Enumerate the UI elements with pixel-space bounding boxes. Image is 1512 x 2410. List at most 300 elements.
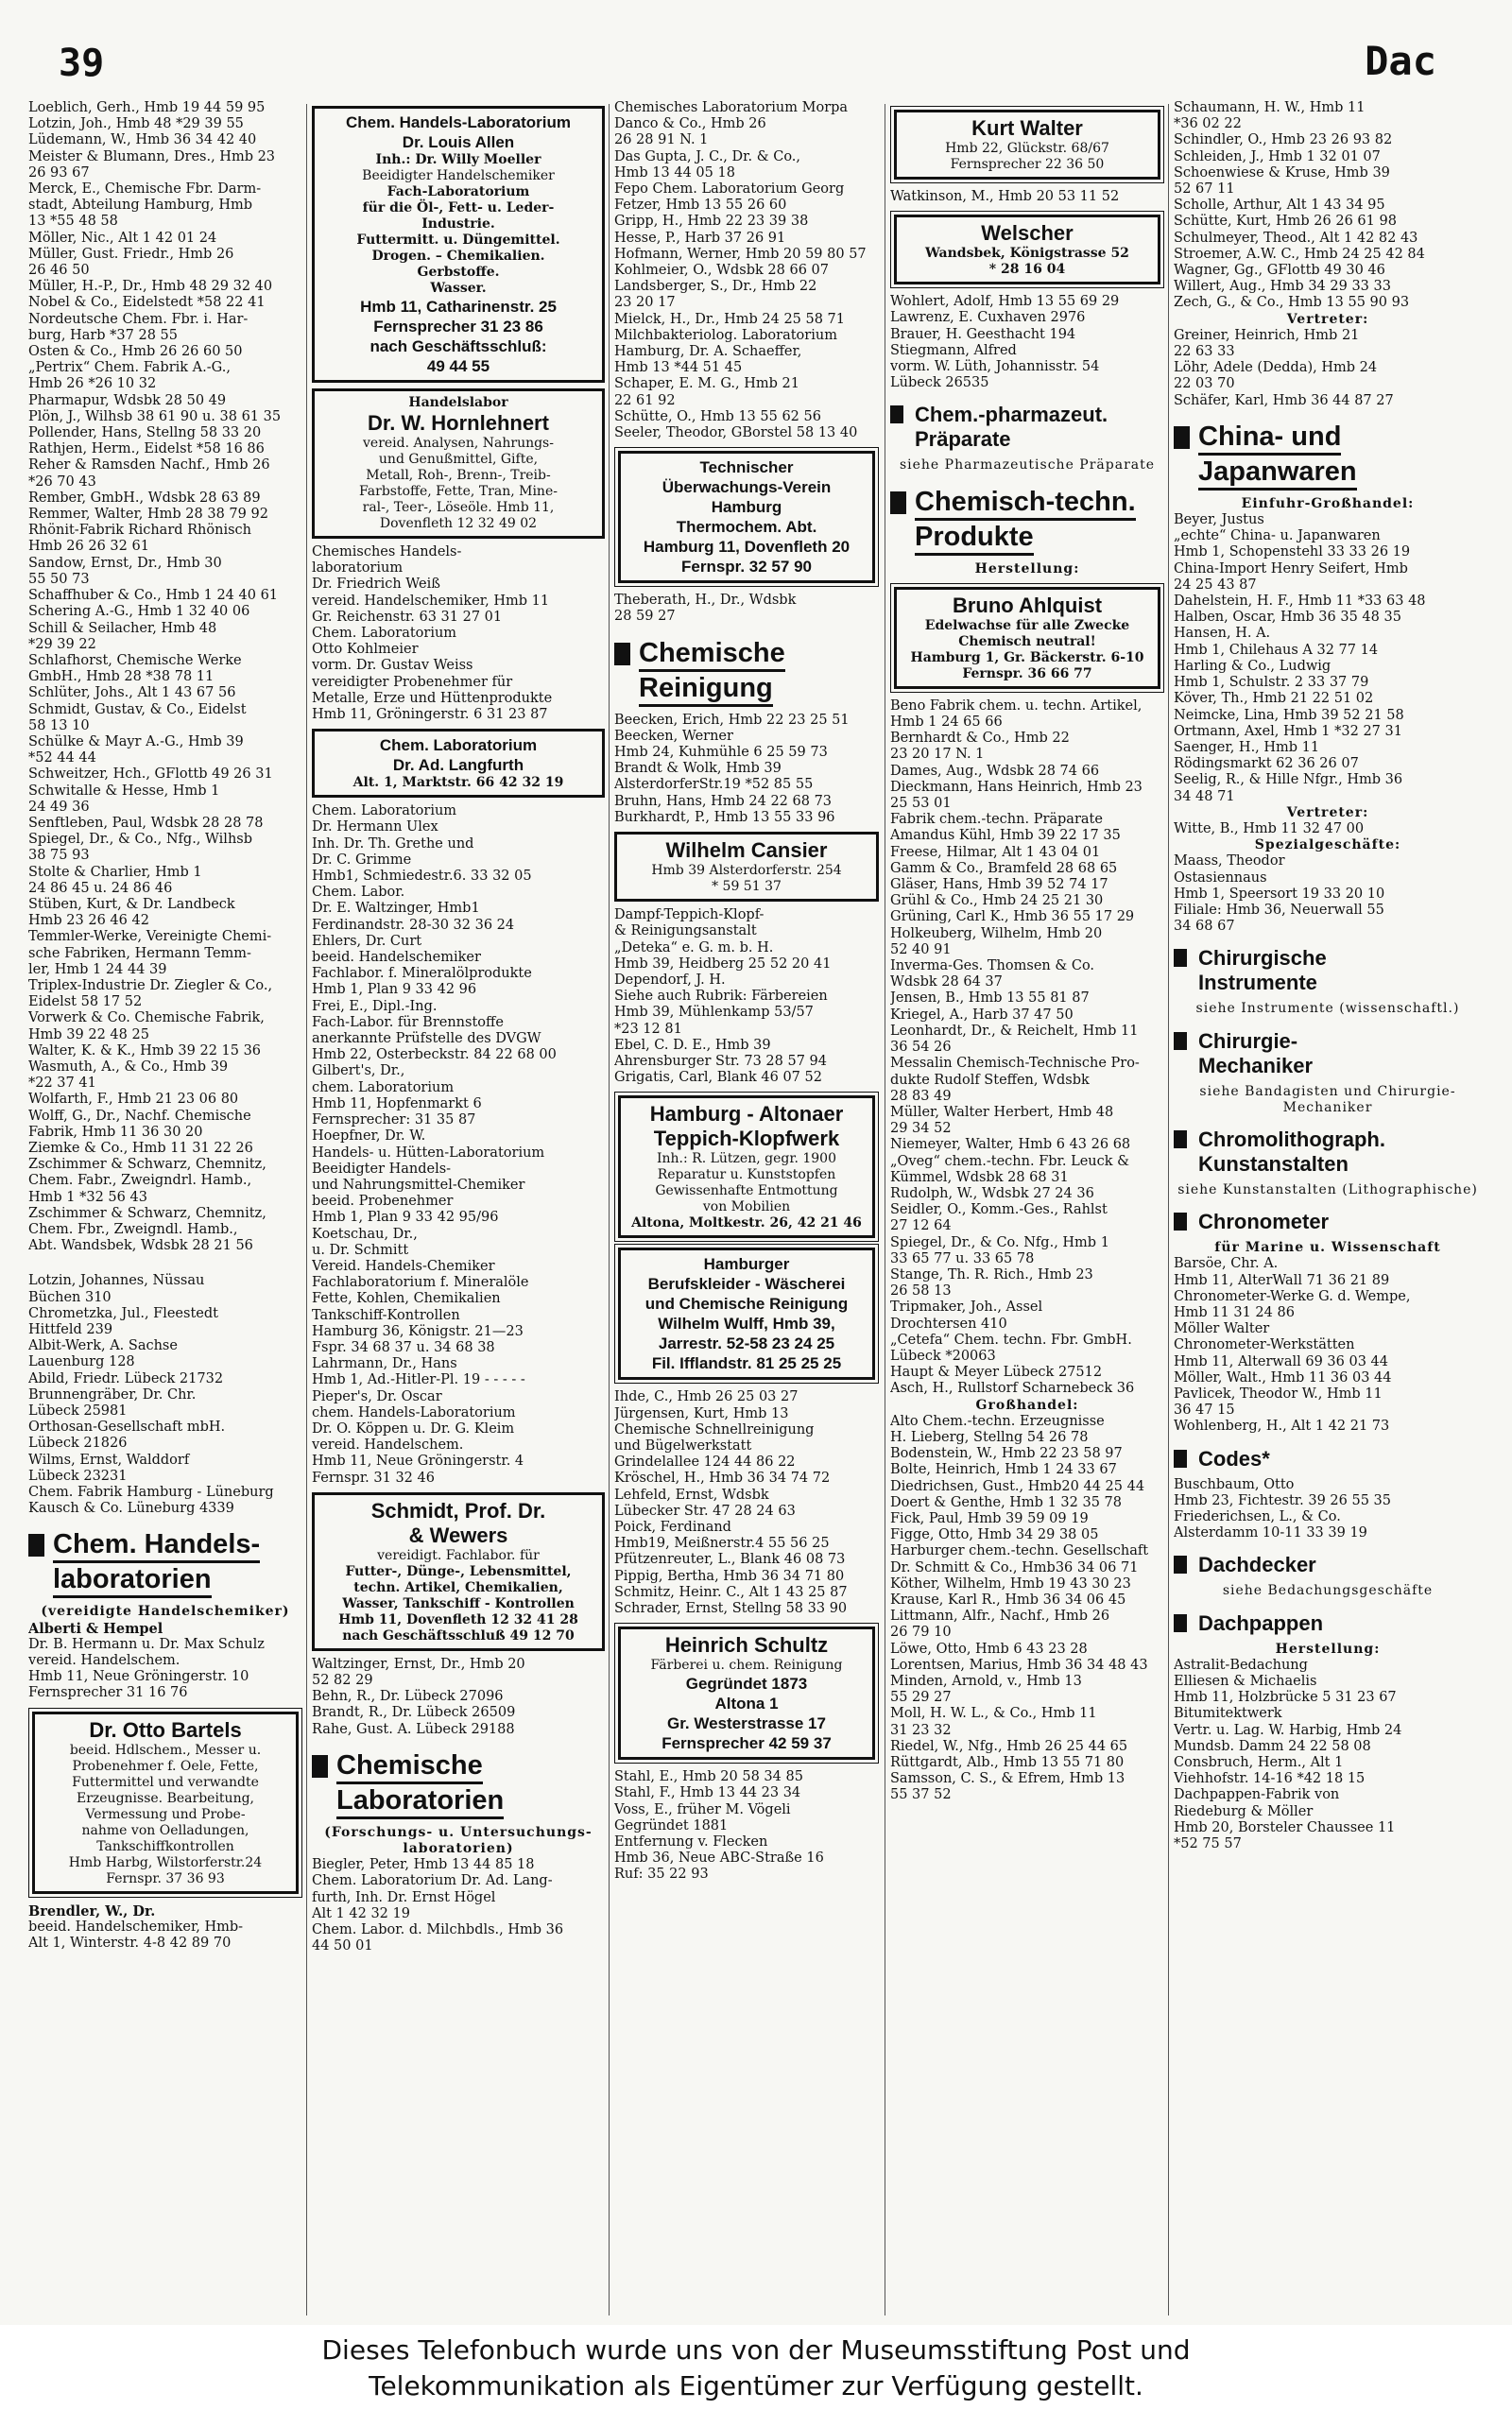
section-subheading: für Marine u. Wissenschaft: [1214, 1240, 1441, 1256]
listing-entry: Brandt, R., Dr. Lübeck 26509: [312, 1705, 516, 1721]
listing-entry: Viehhofstr. 14-16 *42 18 15: [1174, 1771, 1366, 1787]
listing-entry: 58 13 10: [28, 717, 90, 733]
listing-entry: Hittfeld 239: [28, 1322, 113, 1338]
listing-entry: Brandt & Wolk, Hmb 39: [614, 761, 782, 777]
advert-line: Fernspr. 36 66 77: [962, 665, 1092, 681]
column-rule: [1168, 104, 1169, 2315]
listing-entry: Wohlenberg, H., Alt 1 42 21 73: [1174, 1419, 1390, 1435]
advert-box-langfurth: [312, 729, 605, 798]
listing-entry: Voss, E., früher M. Vögeli: [614, 1801, 791, 1817]
listing-entry: Chem. Labor. d. Milchbdls., Hmb 36: [312, 1922, 564, 1937]
listing-entry: Möller Walter: [1174, 1321, 1270, 1337]
advert-line: Technischer: [699, 458, 794, 477]
listing-entry: Dampf-Teppich-Klopf-: [614, 907, 765, 923]
advert-box-cansier: [614, 832, 879, 902]
footer-line: Telekommunikation als Eigentümer zur Verfügung gestellt.: [369, 2370, 1143, 2401]
listing-entry: Zschimmer & Schwarz, Chemnitz,: [28, 1157, 266, 1173]
listing-entry: 33 65 77 u. 33 65 78: [890, 1250, 1035, 1266]
listing-entry: Chem. Fbr., Zweigndl. Hamb.,: [28, 1222, 238, 1238]
listing-entry: Dahelstein, H. F., Hmb 11 *33 63 48: [1174, 594, 1426, 610]
listing-entry: Lübecker Str. 47 28 24 63: [614, 1503, 796, 1519]
listing-entry: 25 53 01: [890, 796, 952, 812]
listing-group: [1174, 328, 1482, 409]
listing-entry: Chemisches Handels-: [312, 544, 462, 559]
column-3: [614, 100, 879, 2316]
listing-entry: 55 50 73: [28, 571, 90, 587]
listing-entry: burg, Harb *37 28 55: [28, 327, 178, 343]
listing-entry: Schaumann, H. W., Hmb 11: [1174, 100, 1366, 115]
listing-entry: laboratorium: [312, 560, 404, 577]
listing-entry: Frei, E., Dipl.-Ing.: [312, 998, 438, 1014]
listing-entry: 22 63 33: [1174, 344, 1235, 360]
advert-line: Chemisch neutral!: [958, 633, 1096, 649]
section-heading-line: Chirurgie-: [1198, 1028, 1298, 1053]
listing-group: [28, 100, 302, 1254]
listing-entry: Beecken, Werner: [614, 728, 733, 744]
listing-entry: 28 59 27: [614, 609, 676, 625]
listing-entry: 24 86 45 u. 24 86 46: [28, 880, 173, 896]
listing-group: [890, 1414, 1164, 1804]
listing-entry: u. Dr. Schmitt: [312, 1242, 409, 1258]
listing-entry: Chem. Laboratorium Dr. Ad. Lang-: [312, 1873, 553, 1889]
listing-entry: AlsterdorferStr.19 *52 85 55: [614, 777, 814, 793]
listing-entry: Landsberger, S., Dr., Hmb 22: [614, 279, 817, 295]
listing-entry: Alt 1, Winterstr. 4-8 42 89 70: [28, 1936, 232, 1952]
listing-entry: Inverma-Ges. Thomsen & Co.: [890, 958, 1095, 974]
listing-entry: Schlüter, Johs., Alt 1 43 67 56: [28, 685, 236, 701]
listing-entry: Tripmaker, Joh., Assel: [890, 1300, 1043, 1316]
advert-line: beeid. Hdlschem., Messer u.: [69, 1742, 262, 1758]
listing-entry: Ferdinandstr. 28-30 32 36 24: [312, 917, 515, 933]
listing-entry: Beno Fabrik chem. u. techn. Artikel,: [890, 697, 1143, 714]
running-head: Dac: [1365, 38, 1436, 84]
listing-entry: Dr. O. Köppen u. Dr. G. Kleim: [312, 1420, 515, 1437]
listing-entry: China-Import Henry Seifert, Hmb: [1174, 560, 1408, 577]
listing-entry: Lübeck *20063: [890, 1348, 996, 1364]
listing-entry: 22 61 92: [614, 392, 676, 408]
advert-line: Fach-Laboratorium: [387, 184, 530, 199]
listing-entry: Burkhardt, P., Hmb 13 55 33 96: [614, 809, 835, 825]
listing-entry: Theberath, H., Dr., Wdsbk: [614, 593, 797, 609]
listing-entry: *23 12 81: [614, 1021, 682, 1037]
listing-entry: Triplex-Industrie Dr. Ziegler & Co.,: [28, 977, 273, 993]
advert-line: Thermochem. Abt.: [676, 518, 817, 537]
advert-line: 49 44 55: [426, 357, 490, 375]
section-heading-line: China- und: [1198, 421, 1341, 456]
listing-entry: Lahrmann, Dr., Hans: [312, 1356, 457, 1372]
listing-entry: Abild, Friedr. Lübeck 21732: [28, 1370, 224, 1386]
listing-entry: Schering A.-G., Hmb 1 32 40 06: [28, 604, 250, 620]
listing-entry: Nordeutsche Chem. Fbr. i. Har-: [28, 311, 249, 327]
listing-entry: Schwitalle & Hesse, Hmb 1: [28, 783, 220, 799]
listing-entry: Scholle, Arthur, Alt 1 43 34 95: [1174, 198, 1385, 214]
listing-entry: Grüning, Carl K., Hmb 36 55 17 29: [890, 909, 1135, 925]
section-heading-line: Dachdecker: [1198, 1553, 1316, 1577]
listing-entry: Gr. Reichenstr. 63 31 27 01: [312, 609, 503, 625]
listing-entry: Hmb 13 *44 51 45: [614, 360, 743, 376]
listing-entry: Pfützenreuter, L., Blank 46 08 73: [614, 1552, 846, 1568]
listing-entry: Rödingsmarkt 62 36 26 07: [1174, 756, 1359, 772]
listing-entry: Dr. E. Waltzinger, Hmb1: [312, 901, 480, 917]
listing-entry: Riedeburg & Möller: [1174, 1803, 1314, 1819]
column-1: [28, 100, 302, 2316]
listing-entry: Hmb 23 26 46 42: [28, 913, 149, 929]
listing-entry: Ziemke & Co., Hmb 11 31 22 26: [28, 1141, 253, 1156]
listing-entry: Hmb 11, AlterWall 71 36 21 89: [1174, 1272, 1390, 1288]
listing-entry: Wolff, G., Dr., Nachf. Chemische: [28, 1108, 251, 1124]
listing-entry: Gripp, H., Hmb 22 23 39 38: [614, 214, 809, 230]
listing-entry: „Cetefa“ Chem. techn. Fbr. GmbH.: [890, 1332, 1132, 1348]
listing-group: [1174, 1477, 1482, 1542]
listing-entry: Köver, Th., Hmb 21 22 51 02: [1174, 691, 1374, 707]
listing-entry: Gamm & Co., Bramfeld 28 68 65: [890, 860, 1118, 876]
listing-group: [890, 189, 1164, 205]
listing-entry: H. Lieberg, Stellng 54 26 78: [890, 1429, 1089, 1445]
listing-entry: Dr. B. Hermann u. Dr. Max Schulz: [28, 1636, 265, 1652]
listing-entry: Orthosan-Gesellschaft mbH.: [28, 1420, 226, 1436]
listing-entry: Consbruch, Herm., Alt 1: [1174, 1755, 1344, 1771]
listing-entry: 52 67 11: [1174, 181, 1235, 198]
listing-entry: ler, Hmb 1 24 44 39: [28, 961, 167, 977]
listing-entry: Watkinson, M., Hmb 20 53 11 52: [890, 189, 1120, 204]
advert-box-ahlquist: [894, 587, 1160, 689]
advert-line: Wilhelm Cansier: [665, 838, 828, 863]
listing-entry: Entfernung v. Flecken: [614, 1833, 768, 1850]
listing-entry: Hesse, P., Harb 37 26 91: [614, 230, 786, 246]
advert-line: Dr. Louis Allen: [402, 133, 515, 151]
listing-entry: Stange, Th. R. Rich., Hmb 23: [890, 1266, 1093, 1282]
listing-entry: Amandus Kühl, Hmb 39 22 17 35: [890, 828, 1121, 844]
advert-line: Futter-, Dünge-, Lebensmittel,: [345, 1563, 572, 1579]
listing-entry: Schmidt, Gustav, & Co., Eidelst: [28, 701, 247, 717]
listing-entry: Hansen, H. A.: [1174, 626, 1271, 642]
section-subheading: Herstellung:: [1275, 1641, 1381, 1657]
listing-entry: Hamburg, Dr. A. Schaeffer,: [614, 344, 802, 360]
listing-entry: Reher & Ramsden Nachf., Hmb 26: [28, 457, 270, 473]
listing-entry: vorm. W. Lüth, Johannisstr. 54: [890, 359, 1100, 375]
listing-group: [28, 1903, 302, 1953]
advert-line: Fernsprecher 22 36 50: [950, 157, 1105, 172]
listing-group: [28, 1621, 302, 1702]
advert-line: Hamburg - Altonaer: [649, 1102, 844, 1127]
advert-line: Hmb Harbg, Wilstorferstr.24: [68, 1854, 263, 1870]
advert-line: Dovenfleth 12 32 49 02: [379, 516, 538, 531]
listing-entry: 24 49 36: [28, 799, 90, 815]
advert-line: Wandsbek, Königstrasse 52: [925, 246, 1129, 262]
listing-entry: Schill & Seilacher, Hmb 48: [28, 620, 217, 636]
listing-entry: Meister & Blumann, Dres., Hmb 23: [28, 148, 276, 164]
listing-entry: Dachpappen-Fabrik von: [1174, 1787, 1340, 1803]
section-subheading: siehe Kunstanstalten (Lithographische): [1177, 1181, 1478, 1197]
listing-entry: Hmb 26 26 32 61: [28, 539, 149, 555]
listing-group: [1174, 100, 1482, 312]
advert-line: Wasser.: [430, 281, 487, 296]
listing-entry: vereid. Handelschem.: [28, 1653, 180, 1669]
listing-entry: Ahrensburger Str. 73 28 57 94: [614, 1053, 828, 1069]
section-heading-line: Chronometer: [1198, 1210, 1330, 1234]
listing-group: [28, 1273, 302, 1517]
section-heading: [1174, 1029, 1482, 1078]
listing-entry: Schleiden, J., Hmb 1 32 01 07: [1174, 148, 1381, 164]
listing-entry: beeid. Handelschemiker, Hmb-: [28, 1919, 244, 1935]
listing-entry: Albit-Werk, A. Sachse: [28, 1338, 178, 1354]
advert-line: Wilhelm Wulff, Hmb 39,: [658, 1315, 835, 1334]
listing-entry: Krause, Karl R., Hmb 36 34 06 45: [890, 1592, 1126, 1608]
listing-entry: Brunnengräber, Dr. Chr.: [28, 1386, 197, 1403]
section-heading: [312, 1749, 605, 1819]
section-heading-line: Chromolithograph.: [1198, 1127, 1385, 1151]
listing-entry: Haupt & Meyer Lübeck 27512: [890, 1365, 1103, 1381]
section-heading-line: Produkte: [915, 521, 1034, 556]
advert-line: Fernsprecher 42 59 37: [662, 1734, 832, 1753]
listing-entry: chem. Laboratorium: [312, 1079, 455, 1095]
listing-entry: Inh. Dr. Th. Grethe und: [312, 835, 474, 852]
listing-entry: Wasmuth, A., & Co., Hmb 39: [28, 1059, 229, 1075]
listing-entry: Otto Kohlmeier: [312, 642, 419, 658]
listing-entry: Bodenstein, W., Hmb 22 23 58 97: [890, 1446, 1123, 1462]
listing-entry: 27 12 64: [890, 1218, 952, 1234]
listing-entry: Filiale: Hmb 36, Neuerwall 55: [1174, 902, 1384, 918]
advert-box-altonaer: [618, 1095, 875, 1238]
listing-entry: Waltzinger, Ernst, Dr., Hmb 20: [312, 1656, 525, 1672]
listing-group: [312, 803, 605, 1487]
listing-entry: beeid. Probenehmer: [312, 1194, 454, 1210]
listing-entry: Kröschel, H., Hmb 36 34 74 72: [614, 1471, 831, 1487]
listing-entry: Temmler-Werke, Vereinigte Chemi-: [28, 929, 272, 945]
listing-entry: 34 48 71: [1174, 788, 1235, 804]
listing-entry: Schindler, O., Hmb 23 26 93 82: [1174, 132, 1393, 148]
advert-line: Reparatur u. Kunststopfen: [657, 1167, 836, 1183]
listing-entry: 22 03 70: [1174, 376, 1235, 392]
advert-line: für die Öl-, Fett- u. Leder-: [362, 200, 555, 215]
advert-line: nahme von Oelladungen,: [81, 1822, 249, 1838]
listing-entry: Stahl, E., Hmb 20 58 34 85: [614, 1769, 803, 1785]
section-heading-line: Chemisch-techn.: [915, 486, 1136, 521]
listing-entry: Chemisches Laboratorium Morpa: [614, 100, 849, 115]
advert-line: Hmb 22, Glückstr. 68/67: [945, 141, 1109, 156]
section-heading-line: Reinigung: [639, 672, 773, 707]
listing-entry: Bruhn, Hans, Hmb 24 22 68 73: [614, 793, 833, 809]
listing-entry: 36 54 26: [890, 1040, 952, 1056]
listing-entry: furth, Inh. Dr. Ernst Högel: [312, 1889, 496, 1905]
listing-entry: Nobel & Co., Eidelstedt *58 22 41: [28, 295, 266, 311]
listing-entry: Bernhardt & Co., Hmb 22: [890, 731, 1070, 747]
listing-entry: Doert & Genthe, Hmb 1 32 35 78: [890, 1494, 1122, 1510]
listing-group: [614, 1769, 879, 1883]
advert-line: Welscher: [981, 221, 1074, 246]
listing-entry: Samsson, C. S., & Efrem, Hmb 13: [890, 1771, 1125, 1787]
listing-entry: Sandow, Ernst, Dr., Hmb 30: [28, 555, 222, 571]
listing-entry: Loeblich, Gerh., Hmb 19 44 59 95: [28, 100, 266, 115]
column-5: [1174, 100, 1482, 2316]
listing-entry: Grigatis, Carl, Blank 46 07 52: [614, 1070, 822, 1086]
listing-entry: Wagner, Gg., GFlottb 49 30 46: [1174, 263, 1385, 279]
column-2: [312, 100, 605, 2316]
listing-entry: Schrader, Ernst, Stellng 58 33 90: [614, 1600, 848, 1616]
listing-entry: 55 29 27: [890, 1690, 952, 1706]
listing-entry: Osten & Co., Hmb 26 26 60 50: [28, 344, 243, 360]
listing-group: [312, 1857, 605, 1954]
listing-entry: Möller, Nic., Alt 1 42 01 24: [28, 230, 217, 246]
listing-entry: Ostasiennaus: [1174, 869, 1267, 886]
listing-entry: Schütte, O., Hmb 13 55 62 56: [614, 408, 821, 424]
listing-entry: 24 25 43 87: [1174, 577, 1257, 593]
listing-entry: Schaper, E. M. G., Hmb 21: [614, 376, 799, 392]
advert-line: Heinrich Schultz: [664, 1633, 829, 1658]
listing-entry: Jürgensen, Kurt, Hmb 13: [614, 1405, 789, 1421]
listing-entry: Hmb 1, Schopenstehl 33 33 26 19: [1174, 544, 1411, 560]
listing-entry: Schütte, Kurt, Hmb 26 26 61 98: [1174, 214, 1397, 230]
section-subheading: Spezialgeschäfte:: [1254, 837, 1401, 853]
listing-entry: Lübeck 23231: [28, 1468, 128, 1484]
advert-line: Industrie.: [421, 216, 495, 232]
listing-entry: Fernsprecher 31 16 76: [28, 1685, 188, 1701]
listing-entry: *52 75 57: [1174, 1836, 1242, 1852]
listing-entry: & Reinigungsanstalt: [614, 923, 757, 939]
listing-entry: Kriegel, A., Harb 37 47 50: [890, 1007, 1074, 1023]
advert-line: Edelwachse für alle Zwecke: [924, 617, 1130, 633]
advert-line: Altona 1: [714, 1695, 779, 1713]
listing-entry: vereidigter Probenehmer für: [312, 674, 513, 690]
listing-entry: Wilms, Ernst, Walddorf: [28, 1452, 190, 1468]
listing-entry: Hmb 1, Plan 9 33 42 96: [312, 982, 477, 998]
listing-entry: Harling & Co., Ludwig: [1174, 658, 1332, 674]
listing-entry: Dames, Aug., Wdsbk 28 74 66: [890, 763, 1100, 779]
listing-entry: Poick, Ferdinand: [614, 1519, 731, 1535]
listing-entry: Holkeuberg, Wilhelm, Hmb 20: [890, 925, 1103, 941]
listing-entry: Grindelallee 124 44 86 22: [614, 1455, 796, 1471]
listing-entry: Walter, K. & K., Hmb 39 22 15 36: [28, 1042, 262, 1059]
listing-entry: und Nahrungsmittel-Chemiker: [312, 1177, 525, 1193]
listing-entry: Minden, Arnold, v., Hmb 13: [890, 1674, 1082, 1690]
section-heading-line: Instrumente: [1198, 971, 1317, 995]
advert-line: Drogen. – Chemikalien.: [371, 249, 545, 264]
listing-entry: 36 47 15: [1174, 1403, 1235, 1419]
listing-entry: Lübeck 21826: [28, 1436, 128, 1452]
listing-entry: 26 46 50: [28, 263, 90, 279]
section-subheading: siehe Pharmazeutische Präparate: [899, 457, 1156, 473]
listing-entry: Senftleben, Paul, Wdsbk 28 28 78: [28, 815, 264, 831]
listing-entry: Lotzin, Joh., Hmb 48 *29 39 55: [28, 116, 244, 132]
listing-entry: Lehfeld, Ernst, Wdsbk: [614, 1487, 769, 1503]
listing-entry: Metalle, Erze und Hüttenprodukte: [312, 690, 553, 706]
listing-entry: Bitumitektwerk: [1174, 1706, 1282, 1722]
listing-entry: Büchen 310: [28, 1289, 112, 1305]
listing-entry: Hmb 20, Borsteler Chaussee 11: [1174, 1819, 1396, 1835]
listing-entry: Chem. Fabr., Zweigndrl. Hamb.,: [28, 1173, 252, 1189]
listing-entry: 23 20 17 N. 1: [890, 747, 985, 763]
listing-entry: Hmb 11, Neue Gröningerstr. 4: [312, 1454, 524, 1470]
listing-entry: Kausch & Co. Lüneburg 4339: [28, 1501, 234, 1517]
listing-group: [312, 1657, 605, 1738]
advert-line: Probenehmer f. Oele, Fette,: [72, 1758, 259, 1774]
listing-group: [890, 294, 1164, 391]
listing-entry: Hmb 24, Kuhmühle 6 25 59 73: [614, 745, 828, 761]
listing-entry: Ehlers, Dr. Curt: [312, 933, 422, 949]
listing-entry: 38 75 93: [28, 848, 90, 864]
section-heading-line: Codes*: [1198, 1446, 1270, 1471]
listing-entry: Müller, H.-P., Dr., Hmb 48 29 32 40: [28, 279, 273, 295]
section-heading: [890, 486, 1164, 556]
advert-line: Schmidt, Prof. Dr.: [370, 1498, 546, 1523]
listing-entry: Schweitzer, Hch., GFlottb 49 26 31: [28, 766, 273, 783]
section-heading: [1174, 1553, 1482, 1577]
listing-entry: Löhr, Adele (Dedda), Hmb 24: [1174, 360, 1378, 376]
listing-entry: Rudolph, W., Wdsbk 27 24 36: [890, 1185, 1094, 1201]
listing-entry: „echte“ China- u. Japanwaren: [1174, 528, 1381, 544]
advert-line: Chem. Handels-Laboratorium: [345, 113, 572, 131]
section-subheading: Vertreter:: [1286, 804, 1369, 820]
advert-line: Futtermitt. u. Düngemittel.: [356, 232, 560, 248]
section-subheading: Herstellung:: [974, 560, 1080, 577]
listing-entry: Figge, Otto, Hmb 34 29 38 05: [890, 1527, 1099, 1543]
advert-line: Fernsprecher 31 23 86: [373, 318, 543, 336]
listing-group: [1174, 853, 1482, 935]
listing-entry: Hmb 1, Chilehaus A 32 77 14: [1174, 642, 1379, 658]
listing-entry: Lübeck 26535: [890, 375, 989, 391]
advert-line: Hmb 39 Alsterdorferstr. 254: [651, 863, 842, 879]
listing-entry: Das Gupta, J. C., Dr. & Co.,: [614, 148, 801, 164]
listing-entry: Remmer, Walter, Hmb 28 38 79 92: [28, 507, 268, 523]
listing-entry: Gegründet 1881: [614, 1817, 729, 1833]
listing-entry: Beeidigter Handels-: [312, 1161, 452, 1177]
listing-entry: stadt, Abteilung Hamburg, Hmb: [28, 198, 253, 214]
advert-box-allen: [312, 106, 605, 383]
advert-box-bartels: [32, 1712, 299, 1894]
listing-entry: Dr. Schmitt & Co., Hmb36 34 06 71: [890, 1559, 1139, 1575]
listing-entry: dukte Rudolf Steffen, Wdsbk: [890, 1072, 1090, 1088]
listing-entry: vorm. Dr. Gustav Weiss: [312, 658, 473, 674]
listing-group: [614, 100, 879, 441]
section-heading-line: Chirurgische: [1198, 946, 1327, 971]
listing-entry: Abt. Wandsbek, Wdsbk 28 21 56: [28, 1238, 253, 1254]
listing-entry: *26 70 43: [28, 473, 96, 490]
listing-entry: Seidler, O., Komm.-Ges., Rahlst: [890, 1202, 1108, 1218]
listing-entry: Alsterdamm 10-11 33 39 19: [1174, 1525, 1367, 1541]
section-heading: [614, 637, 879, 707]
listing-entry: chem. Handels-Laboratorium: [312, 1404, 516, 1420]
listing-entry: Harburger chem.-techn. Gesellschaft: [890, 1543, 1149, 1559]
section-heading: [890, 403, 1164, 452]
listing-entry: Gilbert's, Dr.,: [312, 1063, 405, 1079]
advert-line: Hamburg 11, Dovenfleth 20: [643, 538, 850, 557]
listing-entry: *29 39 22: [28, 636, 96, 652]
listing-entry: Ruf: 35 22 93: [614, 1867, 709, 1883]
listing-entry: Hmb 11, Holzbrücke 5 31 23 67: [1174, 1690, 1397, 1706]
listing-entry: Schulmeyer, Theod., Alt 1 42 82 43: [1174, 230, 1418, 246]
listing-entry: 44 50 01: [312, 1938, 373, 1954]
listing-entry: Vertr. u. Lag. W. Harbig, Hmb 24: [1174, 1722, 1402, 1738]
listing-entry: 34 68 67: [1174, 919, 1235, 935]
listing-entry: Fspr. 34 68 37 u. 34 68 38: [312, 1339, 495, 1355]
section-heading-line: laboratorien: [53, 1563, 212, 1598]
listing-group: [614, 1389, 879, 1617]
advert-line: und Chemische Reinigung: [644, 1295, 849, 1314]
listing-entry: Löwe, Otto, Hmb 6 43 23 28: [890, 1641, 1088, 1657]
advert-box-schultz: [618, 1627, 875, 1760]
advert-line: nach Geschäftsschluß 49 12 70: [342, 1627, 575, 1644]
listing-entry: Vorwerk & Co. Chemische Fabrik,: [28, 1010, 265, 1026]
listing-entry: Lotzin, Johannes, Nüssau: [28, 1273, 205, 1289]
listing-entry: Fabrik chem.-techn. Präparate: [890, 812, 1103, 828]
advert-line: Färberei u. chem. Reinigung: [650, 1658, 843, 1674]
listing-group: [1174, 1658, 1482, 1852]
listing-entry: Pollender, Hans, Stellng 58 33 20: [28, 425, 262, 441]
listing-entry: Rember, GmbH., Wdsbk 28 63 89: [28, 490, 261, 506]
listing-entry: Chemische Schnellreinigung: [614, 1421, 815, 1437]
listing-entry: Grühl & Co., Hmb 24 25 21 30: [890, 893, 1104, 909]
advert-line: Kurt Walter: [971, 116, 1083, 140]
